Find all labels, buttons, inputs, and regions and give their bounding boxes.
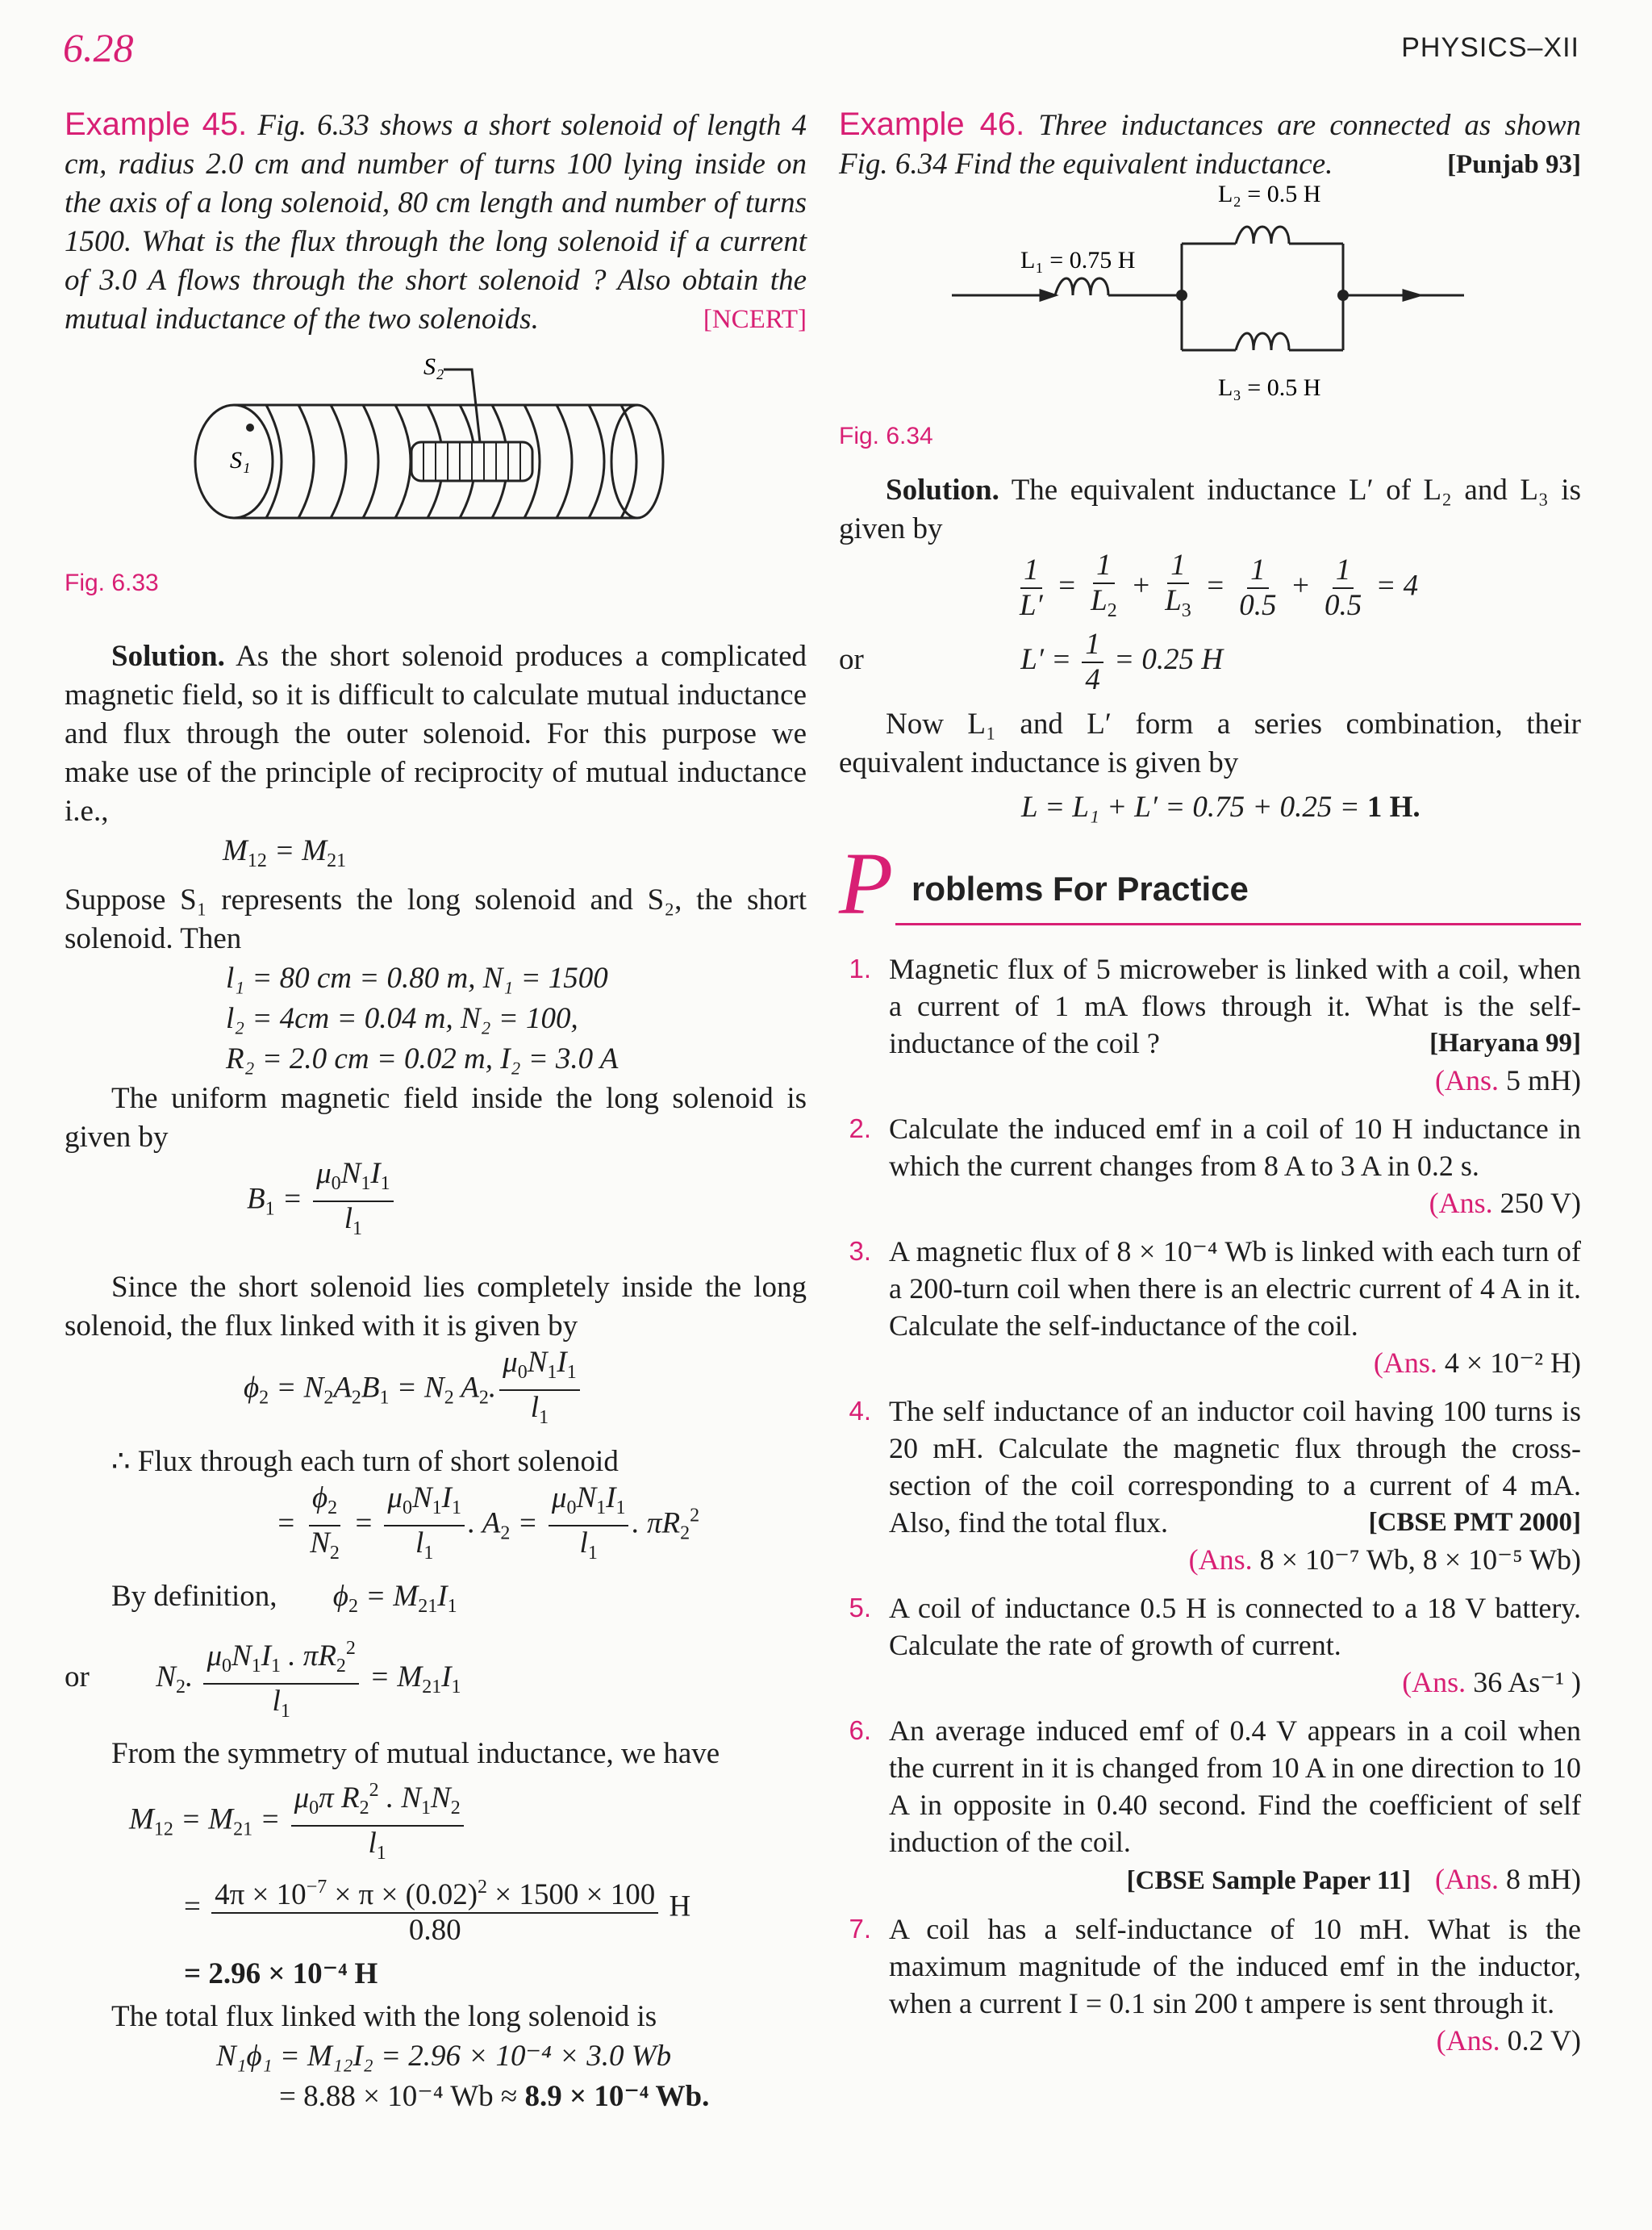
- example-45: [65, 105, 807, 339]
- symmetry-text: From the symmetry of mutual inductance, we have: [111, 1737, 720, 1770]
- problem-text: Calculate the induced emf in a coil of 10 H inductance in which the current changes from 8 A to 3 A in 0.2 s.: [889, 1113, 1581, 1182]
- fig-label-s2: S₂: [423, 353, 444, 380]
- mutual-inductance-result: = 2.96 × 10⁻⁴ H: [184, 1957, 378, 1990]
- fig-6-33: [65, 347, 807, 565]
- problems-heading-rule: [895, 923, 1581, 925]
- problem-item: [839, 950, 1581, 1099]
- problem-item: [839, 1110, 1581, 1221]
- problem-number: 3.: [849, 1236, 871, 1266]
- problem-source: [CBSE PMT 2000]: [1368, 1508, 1581, 1537]
- parallel-equation: $\frac{1}{L'}$ = $\frac{1}{L_2}$ + $\frac{1}{L_3}$ = $\frac{1}{0.5}$ + $\frac{1}{0.5}$ = 4: [1020, 549, 1419, 622]
- example-46-source: [Punjab 93]: [1447, 150, 1581, 179]
- problem-number: 5.: [849, 1593, 871, 1622]
- example-45-title: Example 45.: [65, 106, 248, 142]
- by-definition-label: By definition,: [111, 1580, 277, 1613]
- problem-number: 6.: [849, 1715, 871, 1745]
- mutual-inductance-substitution: = $\frac{4\pi \times 10^{-7} \times \pi \times (0.02)^2 \times 1500 \times 100}{0.80}$ H: [65, 1870, 807, 1948]
- page-number: 6.28: [63, 25, 134, 70]
- given-1: l₁ = 80 cm = 0.80 m, N₁ = 1500: [226, 962, 608, 995]
- label-l3: L₃ = 0.5 H: [1218, 374, 1321, 401]
- field-equation: $B_1$ = $\frac{\mu_0N_1I_1}{l_1}$: [65, 1157, 807, 1246]
- solution-text: As the short solenoid produces a complicated magnetic field, so it is difficult to calculate mutual inductance and flux through the outer solenoid. For this purpose we make use of the principle of reciprocity of mutual inductance i.e.,: [65, 640, 807, 828]
- problem-text: The self inductance of an inductor coil having 100 turns is 20 mH. Calculate the magnetic flux through the cross-section of the coil corresponding to a current of 4 mA. Also, find the total flux.: [889, 1395, 1581, 1539]
- mutual-inductance-equation: $M_{12} = M_{21}$ = $\frac{\mu_0\pi R_2^2 . N_1N_2}{l_1}$: [65, 1773, 807, 1870]
- fig-6-34-caption: Fig. 6.34: [839, 423, 933, 449]
- problem-text: A coil of inductance 0.5 H is connected to a 18 V battery. Calculate the rate of growth of current.: [889, 1592, 1581, 1661]
- or-label-right: or: [839, 643, 864, 677]
- flux-each-text: ∴ Flux through each turn of short solenoid: [111, 1445, 619, 1478]
- example-45-solution: [65, 637, 807, 831]
- answer-label: (Ans.: [1436, 2024, 1500, 2057]
- problem-answer: [889, 1664, 1581, 1701]
- final-equation-result: 1 H.: [1366, 791, 1420, 824]
- label-l1: L₁ = 0.75 H: [1020, 247, 1136, 274]
- given-2: l₂ = 4cm = 0.04 m, N₂ = 100,: [226, 1002, 578, 1035]
- problem-number: 2.: [849, 1113, 871, 1143]
- answer-label: (Ans.: [1429, 1187, 1493, 1219]
- problem-item: [839, 1712, 1581, 1899]
- problem-number: 4.: [849, 1396, 871, 1426]
- problem-answer: [889, 1541, 1581, 1578]
- solution-label: Solution.: [111, 640, 225, 673]
- answer-value: 4 × 10⁻² H): [1444, 1347, 1581, 1379]
- label-l2: L₂ = 0.5 H: [1218, 184, 1321, 207]
- answer-label: (Ans.: [1188, 1543, 1253, 1576]
- by-definition-line: By definition, $\phi_2 = M_{21}I_1$: [111, 1580, 457, 1617]
- problem-answer: [889, 1344, 1581, 1381]
- problem-source: [Haryana 99]: [1429, 1029, 1581, 1058]
- problem-answer: [889, 1184, 1581, 1221]
- problem-text: A coil has a self-inductance of 10 mH. What is the maximum magnitude of the induced emf in the inductor, when a current I = 0.1 sin 200 t ampere is sent through it.: [889, 1913, 1581, 2019]
- problem-text: A magnetic flux of 8 × 10⁻⁴ Wb is linked with each turn of a 200-turn coil when there is an electric current of 4 A in it. Calculate the self-inductance of the coil.: [889, 1235, 1581, 1342]
- answer-label: (Ans.: [1435, 1863, 1499, 1895]
- problem-answer: [889, 1860, 1581, 1899]
- fig-6-33-caption: Fig. 6.33: [65, 570, 159, 596]
- example-46-body: Three inductances are connected as shown Fig. 6.34 Find the equivalent inductance.: [839, 109, 1582, 181]
- final-equation-expr: L = L₁ + L′ = 0.75 + 0.25 =: [1021, 791, 1367, 824]
- fig-6-34: [839, 184, 1581, 418]
- solution-46-text: The equivalent inductance L′ of L₂ and L₃ is given by: [839, 474, 1581, 545]
- right-column: [839, 105, 1581, 2070]
- problem-text: Magnetic flux of 5 microweber is linked with a coil, when a current of 1 mA flows through it. What is the self-inductance of the coil ?: [889, 953, 1581, 1059]
- or-label: or: [65, 1660, 90, 1694]
- problems-heading-text: roblems For Practice: [912, 870, 1249, 908]
- problems-heading: [839, 834, 1581, 933]
- or-line-left: or $N_2$. $\frac{\mu_0N_1I_1 . \pi R_2^2}{l_1}$ = $M_{21}I_1$: [65, 1631, 807, 1728]
- given-3: R₂ = 2.0 cm = 0.02 m, I₂ = 3.0 A: [226, 1042, 619, 1075]
- total-flux-text: The total flux linked with the long solenoid is: [111, 2000, 657, 2033]
- fig-label-s1: S₁: [230, 447, 251, 474]
- final-equation: [839, 787, 1581, 828]
- example-46-title: Example 46.: [839, 106, 1025, 142]
- example-45-source: [NCERT]: [703, 305, 807, 334]
- answer-value: 8 mH): [1506, 1863, 1581, 1895]
- example-45-body: Fig. 6.33 shows a short solenoid of length 4 cm, radius 2.0 cm and number of turns 100 lying inside on the axis of a long solenoid, 80 cm length and number of turns 1500. What is the flux through the long solenoid if a current of 3.0 A flows through the short solenoid ? Also obtain the mutual inductance of the two solenoids.: [65, 109, 807, 336]
- example-46-solution: [839, 471, 1581, 549]
- flux-equation: $\phi_2 = N_2A_2B_1 = N_2$ $A_2$. $\frac{\mu_0N_1I_1}{l_1}$: [65, 1346, 807, 1434]
- reciprocity-equation: $M_{12} = M_{21}$: [223, 834, 347, 871]
- suppose-text: Suppose S₁ represents the long solenoid and S₂, the short solenoid. Then: [65, 883, 807, 955]
- problem-answer: [889, 1062, 1581, 1099]
- problem-source: [CBSE Sample Paper 11]: [1126, 1866, 1411, 1895]
- answer-label: (Ans.: [1402, 1666, 1466, 1698]
- problem-item: [839, 1589, 1581, 1701]
- problems-list: [839, 950, 1581, 2059]
- answer-label: (Ans.: [1373, 1347, 1437, 1379]
- total-flux-final: 8.9 × 10⁻⁴ Wb.: [524, 2080, 710, 2113]
- problem-item: [839, 1393, 1581, 1578]
- problem-text: An average induced emf of 0.4 V appears in a coil when the current in it is changed from 10 A in one direction to 10 A in opposite in 0.40 second. Find the coefficient of self induction of the coil.: [889, 1714, 1581, 1858]
- or-line-right: or L′ = $\frac{1}{4}$ = 0.25 H: [839, 628, 1224, 696]
- problem-answer: [889, 2022, 1581, 2059]
- answer-value: 250 V): [1500, 1187, 1581, 1219]
- flux-per-turn-equation: = $\frac{\phi_2}{N_2}$ = $\frac{\mu_0N_1I_1}{l_1}$ . $A_2$ = $\frac{\mu_0N_1I_1}{l_1}$ . $\pi R_2^2$: [276, 1481, 700, 1564]
- example-46: [839, 105, 1581, 184]
- field-text: The uniform magnetic field inside the long solenoid is given by: [65, 1082, 807, 1154]
- answer-value: 8 × 10⁻⁷ Wb, 8 × 10⁻⁵ Wb): [1259, 1543, 1581, 1576]
- left-column: [65, 105, 807, 2117]
- answer-value: 5 mH): [1506, 1064, 1581, 1096]
- total-flux-approx: = 8.88 × 10⁻⁴ Wb ≈: [279, 2080, 525, 2113]
- total-flux-line-2: [65, 2077, 807, 2117]
- running-head: PHYSICS–XII: [1401, 32, 1579, 63]
- answer-label: (Ans.: [1435, 1064, 1499, 1096]
- problem-item: [839, 1911, 1581, 2059]
- inductor-circuit-figure: [839, 184, 1581, 418]
- now-text: Now L₁ and L′ form a series combination, their equivalent inductance is given by: [839, 708, 1581, 779]
- problem-item: [839, 1233, 1581, 1381]
- problem-number: 1.: [849, 954, 871, 983]
- total-flux-line-1: N₁ϕ₁ = M₁₂I₂ = 2.96 × 10⁻⁴ × 3.0 Wb: [216, 2040, 672, 2073]
- answer-value: 0.2 V): [1507, 2024, 1581, 2057]
- problem-number: 7.: [849, 1914, 871, 1944]
- since-text: Since the short solenoid lies completely inside the long solenoid, the flux linked with it is given by: [65, 1271, 807, 1343]
- solution-46-label: Solution.: [886, 474, 999, 507]
- answer-value: 36 As⁻¹ ): [1473, 1666, 1581, 1698]
- solenoid-figure: [65, 347, 807, 565]
- problems-heading-initial: P: [839, 834, 894, 933]
